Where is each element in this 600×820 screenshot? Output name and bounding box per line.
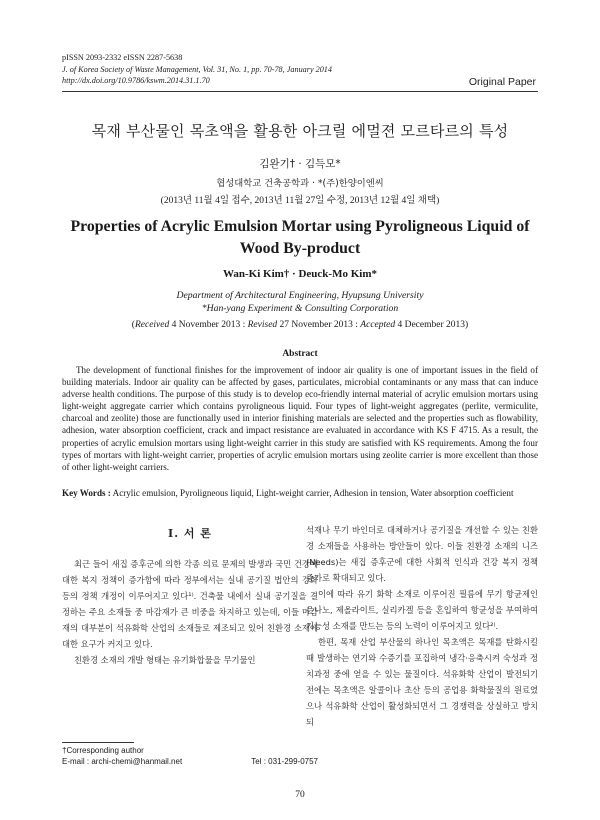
header-divider	[62, 91, 538, 92]
issn-line: pISSN 2093-2332 eISSN 2287-5638	[62, 53, 183, 62]
footnote	[62, 745, 318, 767]
affiliation-1: Department of Architectural Engineering, Hyupsung University	[176, 290, 424, 301]
body-paragraph: 석재나 무기 바인더로 대체하거나 공기질을 개선할 수 있는 친환경 소재들을 사용하는 방안들이 있다. 이들 친환경 소재의 니즈(Needs)는 새집 증후군에 대한 사회적 인식과 건강 복지 정책 증가로 확대되고 있다.	[306, 525, 538, 583]
body-paragraph: 최근 들어 새집 증후군에 의한 각종 의료 문제의 발생과 국민 건강에 대한 복지 정책이 증가함에 따라 정부에서는 실내 공기질 법안의 강화 등의 정책 개정이 이루어지고 있다¹⁾. 건축물 내에서 실내 공기질을 결정하는 주요 소재들 중 마감재가 큰 비중을 차지하고 있는데, 이들 마감재의 대부분이 석유화학 산업의 소재들로 제조되고 있어 친환경 소재에 대한 요구가 커지고 있다.	[62, 559, 318, 649]
received-date: 4 November 2013	[171, 320, 241, 330]
author-tel: Tel : 031-299-0757	[251, 757, 318, 766]
korean-authors: 김완기† · 김득모*	[259, 158, 341, 170]
section-title: I. 서 론	[168, 527, 212, 540]
journal-citation: J. of Korea Society of Waste Management, Vol. 31, No. 1, pp. 70-78, January 2014	[62, 64, 332, 74]
paper-type-label: Original Paper	[468, 76, 536, 88]
body-paragraph: 친환경 소재의 개발 형태는 유기화합물을 무기물인	[74, 655, 256, 665]
english-dates: (Received 4 November 2013 : Revised 27 November 2013 : Accepted 4 December 2013)	[131, 320, 469, 330]
corresponding-author-label: †Corresponding author	[62, 746, 144, 755]
received-label: Received	[134, 320, 170, 330]
korean-affiliation: 협성대학교 건축공학과 · *(주)한양이엔씨	[216, 178, 384, 189]
abstract-text: The development of functional finishes for the improvement of indoor air quality is one of important issues in the field of building materials. Indoor air quality can be affected by gases, particulates, microbial contaminants or any mass that can induce adverse health conditions. The purpose of this study is to develop eco-friendly internal material of acrylic emulsion mortars using light-weight aggregate carrier which contains pyroligneous liquid. Four types of light-weight aggregates (perlite, vermiculite, charcoal and zeolite) those are functionally used in interior finishing materials are selected and the properties such as flowability, adhesion, water absorption coefficient, crack and impact resistance are evaluated in accordance with KS F 4715. As a result, the properties of acrylic emulsion mortars using light-weight carrier in this study are satisfied with KS requirements. Among the four types of mortars with light-weight carrier, properties of acrylic emulsion mortars using zeolite carrier is more excellent than those of other light-weight carriers.	[62, 365, 538, 472]
doi-link[interactable]: http://dx.doi.org/10.9786/kswm.2014.31.1.70	[62, 76, 210, 85]
footnote-divider	[62, 742, 134, 743]
keywords-text: Acrylic emulsion, Pyroligneous liquid, Light-weight carrier, Adhesion in tension, Water absorption coefficient	[112, 488, 514, 498]
author-email[interactable]: E-mail : archi-chemi@hanmail.net	[62, 757, 183, 766]
english-affiliations	[0, 290, 600, 315]
page-number: 70	[295, 790, 305, 800]
keywords-label: Key Words :	[62, 488, 111, 498]
revised-label: Revised	[247, 320, 278, 330]
keywords-line	[62, 488, 550, 498]
korean-title: 목재 부산물인 목초액을 활용한 아크릴 에멀젼 모르타르의 특성	[91, 122, 509, 140]
body-paragraph: 이에 따라 유기 화학 소재로 이루어진 필름에 무기 항균제인 은나노, 제올라이트, 실리카겔 등을 혼입하여 항균성을 부여하여 기능성 소재를 만드는 등의 노력이 이루어지고 있다²⁾.	[306, 589, 538, 631]
body-paragraph: 한편, 목재 산업 부산물의 하나인 목초액은 목재를 탄화시킬 때 발생하는 연기와 수증기를 포집하여 냉각·응축시켜 숙성과 정치과정 중에 얻을 수 있는 물질이다. 석유화학 산업이 발전되기 전에는 목초액은 알콜이나 초산 등의 공업용 화학물질의 원료였으나 석유화학 산업이 활성화되면서 그 경쟁력을 상실하고 방치되	[306, 637, 538, 727]
abstract-heading: Abstract	[282, 349, 318, 359]
body-column-right	[306, 522, 538, 730]
english-title: Properties of Acrylic Emulsion Mortar using Pyroligneous Liquid of Wood By-product	[70, 218, 530, 257]
accepted-label: Accepted	[360, 320, 396, 330]
accepted-date: 4 December 2013	[397, 320, 466, 330]
body-column-left	[62, 522, 318, 668]
english-authors: Wan-Ki Kim† · Deuck-Mo Kim*	[223, 268, 377, 280]
revised-date: 27 November 2013	[279, 320, 353, 330]
affiliation-2: *Han-yang Experiment & Consulting Corporation	[201, 302, 399, 314]
journal-header	[62, 52, 482, 87]
korean-dates: (2013년 11월 4일 접수, 2013년 11월 27일 수정, 2013년 12월 4일 채택)	[160, 196, 440, 206]
